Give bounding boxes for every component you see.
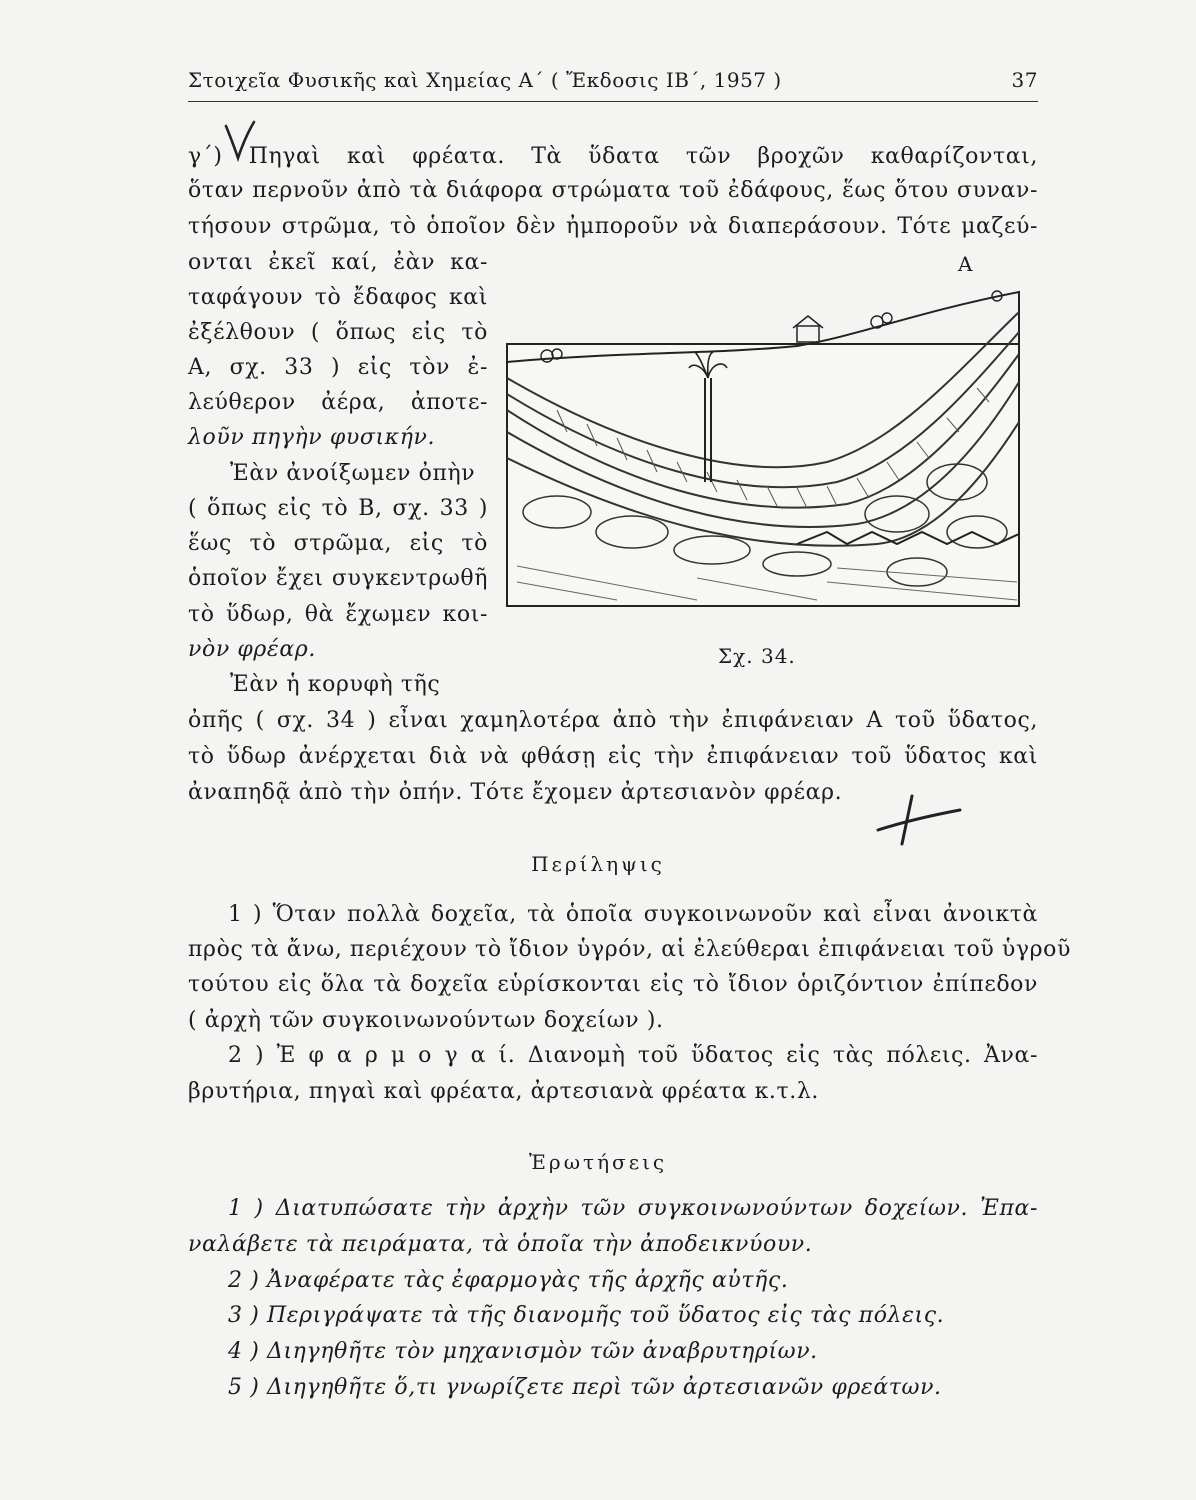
- question-line: 3 ) Περιγράψατε τὰ τῆς διανομῆς τοῦ ὕδατος εἰς τὰς πόλεις.: [228, 1303, 945, 1328]
- text-line: ὀπῆς ( σχ. 34 ) εἶναι χαμηλοτέρα ἀπὸ τὴν ἐπιφάνειαν Α τοῦ ὕδατος,: [188, 708, 1038, 733]
- text-line: ἀναπηδᾷ ἀπὸ τὴν ὀπήν. Τότε ἔχομεν ἀρτεσιανὸν φρέαρ.: [188, 780, 843, 805]
- text-line: ταφάγουν τὸ ἔδαφος καὶ: [188, 285, 488, 310]
- text-line: τὸ ὕδωρ, θὰ ἔχωμεν κοι-: [188, 602, 488, 627]
- text-line: ( ἀρχὴ τῶν συγκοινωνούντων δοχείων ).: [188, 1008, 664, 1033]
- text-line: ἐξέλθουν ( ὅπως εἰς τὸ: [188, 320, 488, 345]
- text-line: τούτου εἰς ὅλα τὰ δοχεῖα εὑρίσκονται εἰς τὸ ἴδιον ὁριζόντιον ἐπίπεδον: [188, 972, 1038, 997]
- text-line: λεύθερον ἀέρα, ἀποτε-: [188, 390, 488, 415]
- text-line: γ΄) Πηγαὶ καὶ φρέατα. Τὰ ὕδατα τῶν βροχῶν καθαρίζονται,: [188, 144, 1038, 169]
- running-header: [188, 68, 1038, 92]
- text-line: ὅταν περνοῦν ἀπὸ τὰ διάφορα στρώματα τοῦ ἐδάφους, ἕως ὅτου συναν-: [188, 178, 1038, 203]
- text-line: ἕως τὸ στρῶμα, εἰς τὸ: [188, 531, 488, 556]
- summary-heading: Περίληψις: [531, 852, 665, 876]
- text-line: πρὸς τὰ ἄνω, περιέχουν τὸ ἴδιον ὑγρόν, αἱ ἐλεύθεραι ἐπιφάνειαι τοῦ ὑγροῦ: [188, 937, 1071, 962]
- text-line: Ἐὰν ἀνοίξωμεν ὀπὴν: [230, 461, 476, 486]
- question-line: ναλάβετε τὰ πειράματα, τὰ ὁποῖα τὴν ἀποδεικνύουν.: [188, 1232, 813, 1257]
- question-line: 1 ) Διατυπώσατε τὴν ἀρχὴν τῶν συγκοινωνούντων δοχείων. Ἐπα-: [228, 1196, 1038, 1221]
- text-line: 2 ) Ἐ φ α ρ μ ο γ α ί. Διανομὴ τοῦ ὕδατος εἰς τὰς πόλεις. Ἀνα-: [228, 1043, 1038, 1068]
- question-line: 4 ) Διηγηθῆτε τὸν μηχανισμὸν τῶν ἀναβρυτηρίων.: [228, 1339, 818, 1364]
- header-rule: [188, 101, 1038, 102]
- question-line: 5 ) Διηγηθῆτε ὅ,τι γνωρίζετε περὶ τῶν ἀρτεσιανῶν φρεάτων.: [228, 1375, 942, 1400]
- figure-caption: Σχ. 34.: [718, 644, 796, 668]
- figure-label-a: Α: [958, 252, 973, 276]
- text-line: νὸν φρέαρ.: [188, 637, 316, 662]
- artesian-well-diagram: [497, 282, 1022, 610]
- text-line: τὸ ὕδωρ ἀνέρχεται διὰ νὰ φθάσῃ εἰς τὴν ἐπιφάνειαν τοῦ ὕδατος καὶ: [188, 744, 1038, 769]
- text-line: ὁποῖον ἔχει συγκεντρωθῆ: [188, 566, 488, 591]
- text-line: ονται ἐκεῖ καί, ἐὰν κα-: [188, 250, 488, 275]
- text-line: ( ὅπως εἰς τὸ Β, σχ. 33 ): [188, 496, 488, 521]
- questions-heading: Ἐρωτήσεις: [528, 1150, 668, 1174]
- text-line: τήσουν στρῶμα, τὸ ὁποῖον δὲν ἠμποροῦν νὰ διαπεράσουν. Τότε μαζεύ-: [188, 214, 1038, 239]
- handwritten-cross-mark: [868, 790, 968, 850]
- question-line: 2 ) Ἀναφέρατε τὰς ἐφαρμογὰς τῆς ἀρχῆς αὐτῆς.: [228, 1268, 789, 1293]
- text-line: Α, σχ. 33 ) εἰς τὸν ἐ-: [188, 355, 488, 380]
- page-number: 37: [1011, 68, 1038, 92]
- text-line: 1 ) Ὅταν πολλὰ δοχεῖα, τὰ ὁποῖα συγκοινωνοῦν καὶ εἶναι ἀνοικτὰ: [228, 902, 1038, 927]
- text-line: Ἐὰν ἡ κορυφὴ τῆς: [230, 672, 441, 697]
- text-line: λοῦν πηγὴν φυσικήν.: [188, 425, 436, 450]
- running-title: Στοιχεῖα Φυσικῆς καὶ Χημείας Α΄ ( Ἔκδοσις ΙΒ΄, 1957 ): [188, 68, 782, 92]
- text-line: βρυτήρια, πηγαὶ καὶ φρέατα, ἀρτεσιανὰ φρέατα κ.τ.λ.: [188, 1079, 820, 1104]
